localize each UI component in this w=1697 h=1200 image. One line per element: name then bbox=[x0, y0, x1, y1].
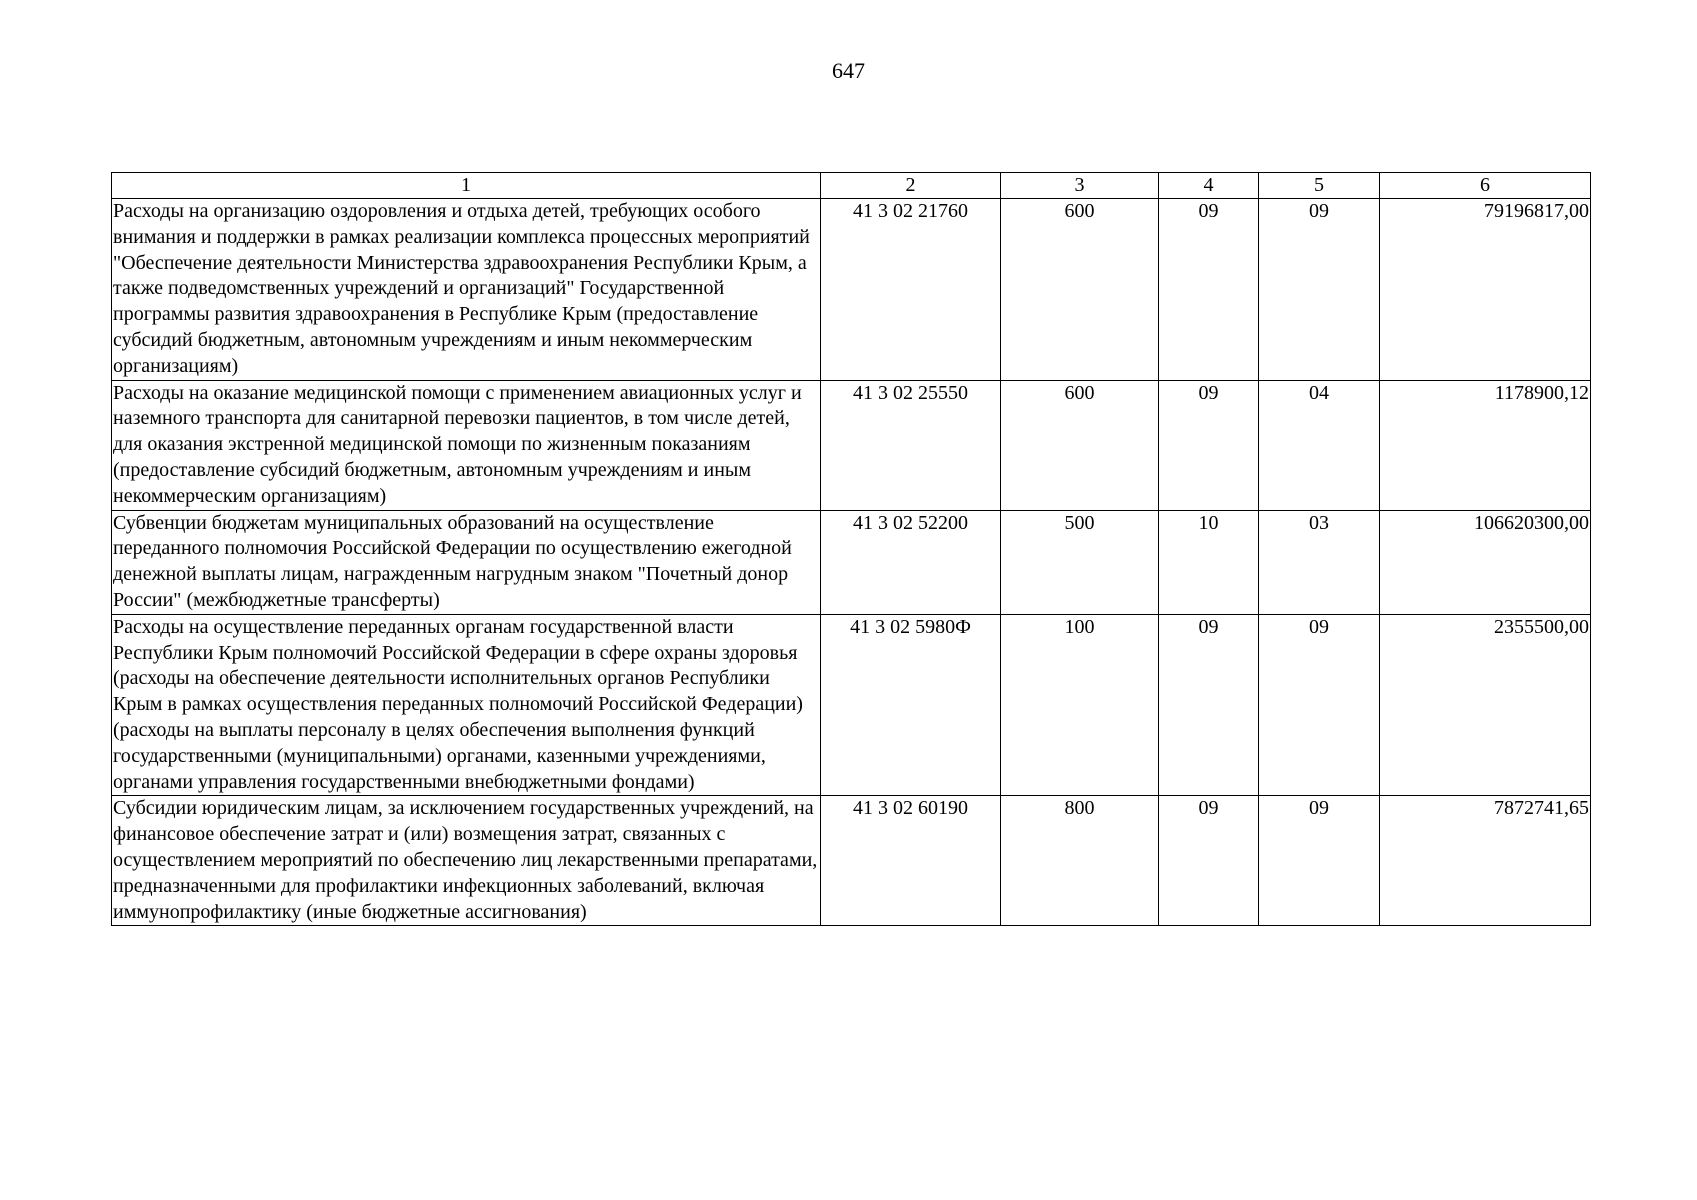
row-amount: 7872741,65 bbox=[1380, 796, 1591, 926]
row-amount: 79196817,00 bbox=[1380, 199, 1591, 381]
row-description: Субсидии юридическим лицам, за исключением государственных учреждений, на финансовое обеспечение затрат и (или) возмещения затрат, связанных с осуществлением мероприятий по обеспечению лиц лекарственными препаратами, предназначенными для профилактики инфекционных заболеваний, включая иммунопрофилактику (иные бюджетные ассигнования) bbox=[112, 796, 821, 926]
column-header-2: 2 bbox=[821, 173, 1001, 199]
table-header-row bbox=[112, 173, 1591, 199]
row-target-code: 41 3 02 60190 bbox=[821, 796, 1001, 926]
row-subsection: 09 bbox=[1259, 199, 1380, 381]
table-row bbox=[112, 380, 1591, 510]
row-target-code: 41 3 02 21760 bbox=[821, 199, 1001, 381]
row-section: 09 bbox=[1159, 614, 1259, 796]
row-description: Субвенции бюджетам муниципальных образований на осуществление переданного полномочия Российской Федерации по осуществлению ежегодной денежной выплаты лицам, награжденным нагрудным знаком "Почетный донор России" (межбюджетные трансферты) bbox=[112, 510, 821, 614]
table-row bbox=[112, 796, 1591, 926]
table-row bbox=[112, 510, 1591, 614]
column-header-3: 3 bbox=[1001, 173, 1159, 199]
row-section: 10 bbox=[1159, 510, 1259, 614]
row-section: 09 bbox=[1159, 199, 1259, 381]
table-row bbox=[112, 199, 1591, 381]
column-header-6: 6 bbox=[1380, 173, 1591, 199]
row-amount: 1178900,12 bbox=[1380, 380, 1591, 510]
row-target-code: 41 3 02 25550 bbox=[821, 380, 1001, 510]
page-number: 647 bbox=[832, 58, 865, 83]
row-amount: 106620300,00 bbox=[1380, 510, 1591, 614]
row-amount: 2355500,00 bbox=[1380, 614, 1591, 796]
row-section: 09 bbox=[1159, 796, 1259, 926]
row-subsection: 03 bbox=[1259, 510, 1380, 614]
row-description: Расходы на организацию оздоровления и отдыха детей, требующих особого внимания и поддержки в рамках реализации комплекса процессных мероприятий "Обеспечение деятельности Министерства здравоохранения Республики Крым, а также подведомственных учреждений и организаций" Государственной программы развития здравоохранения в Республике Крым (предоставление субсидий бюджетным, автономным учреждениям и иным некоммерческим организациям) bbox=[112, 199, 821, 381]
row-target-code: 41 3 02 5980Ф bbox=[821, 614, 1001, 796]
column-header-5: 5 bbox=[1259, 173, 1380, 199]
row-expense-type: 500 bbox=[1001, 510, 1159, 614]
column-header-4: 4 bbox=[1159, 173, 1259, 199]
row-target-code: 41 3 02 52200 bbox=[821, 510, 1001, 614]
row-description: Расходы на осуществление переданных органам государственной власти Республики Крым полномочий Российской Федерации в сфере охраны здоровья (расходы на обеспечение деятельности исполнительных органов Республики Крым в рамках осуществления переданных полномочий Российской Федерации) (расходы на выплаты персоналу в целях обеспечения выполнения функций государственными (муниципальными) органами, казенными учреждениями, органами управления государственными внебюджетными фондами) bbox=[112, 614, 821, 796]
budget-table bbox=[111, 172, 1591, 926]
row-description: Расходы на оказание медицинской помощи с применением авиационных услуг и наземного транспорта для санитарной перевозки пациентов, в том числе детей, для оказания экстренной медицинской помощи по жизненным показаниям (предоставление субсидий бюджетным, автономным учреждениям и иным некоммерческим организациям) bbox=[112, 380, 821, 510]
table-row bbox=[112, 614, 1591, 796]
row-expense-type: 800 bbox=[1001, 796, 1159, 926]
row-expense-type: 100 bbox=[1001, 614, 1159, 796]
row-subsection: 09 bbox=[1259, 614, 1380, 796]
column-header-1: 1 bbox=[112, 173, 821, 199]
row-subsection: 04 bbox=[1259, 380, 1380, 510]
row-expense-type: 600 bbox=[1001, 380, 1159, 510]
row-expense-type: 600 bbox=[1001, 199, 1159, 381]
row-section: 09 bbox=[1159, 380, 1259, 510]
row-subsection: 09 bbox=[1259, 796, 1380, 926]
